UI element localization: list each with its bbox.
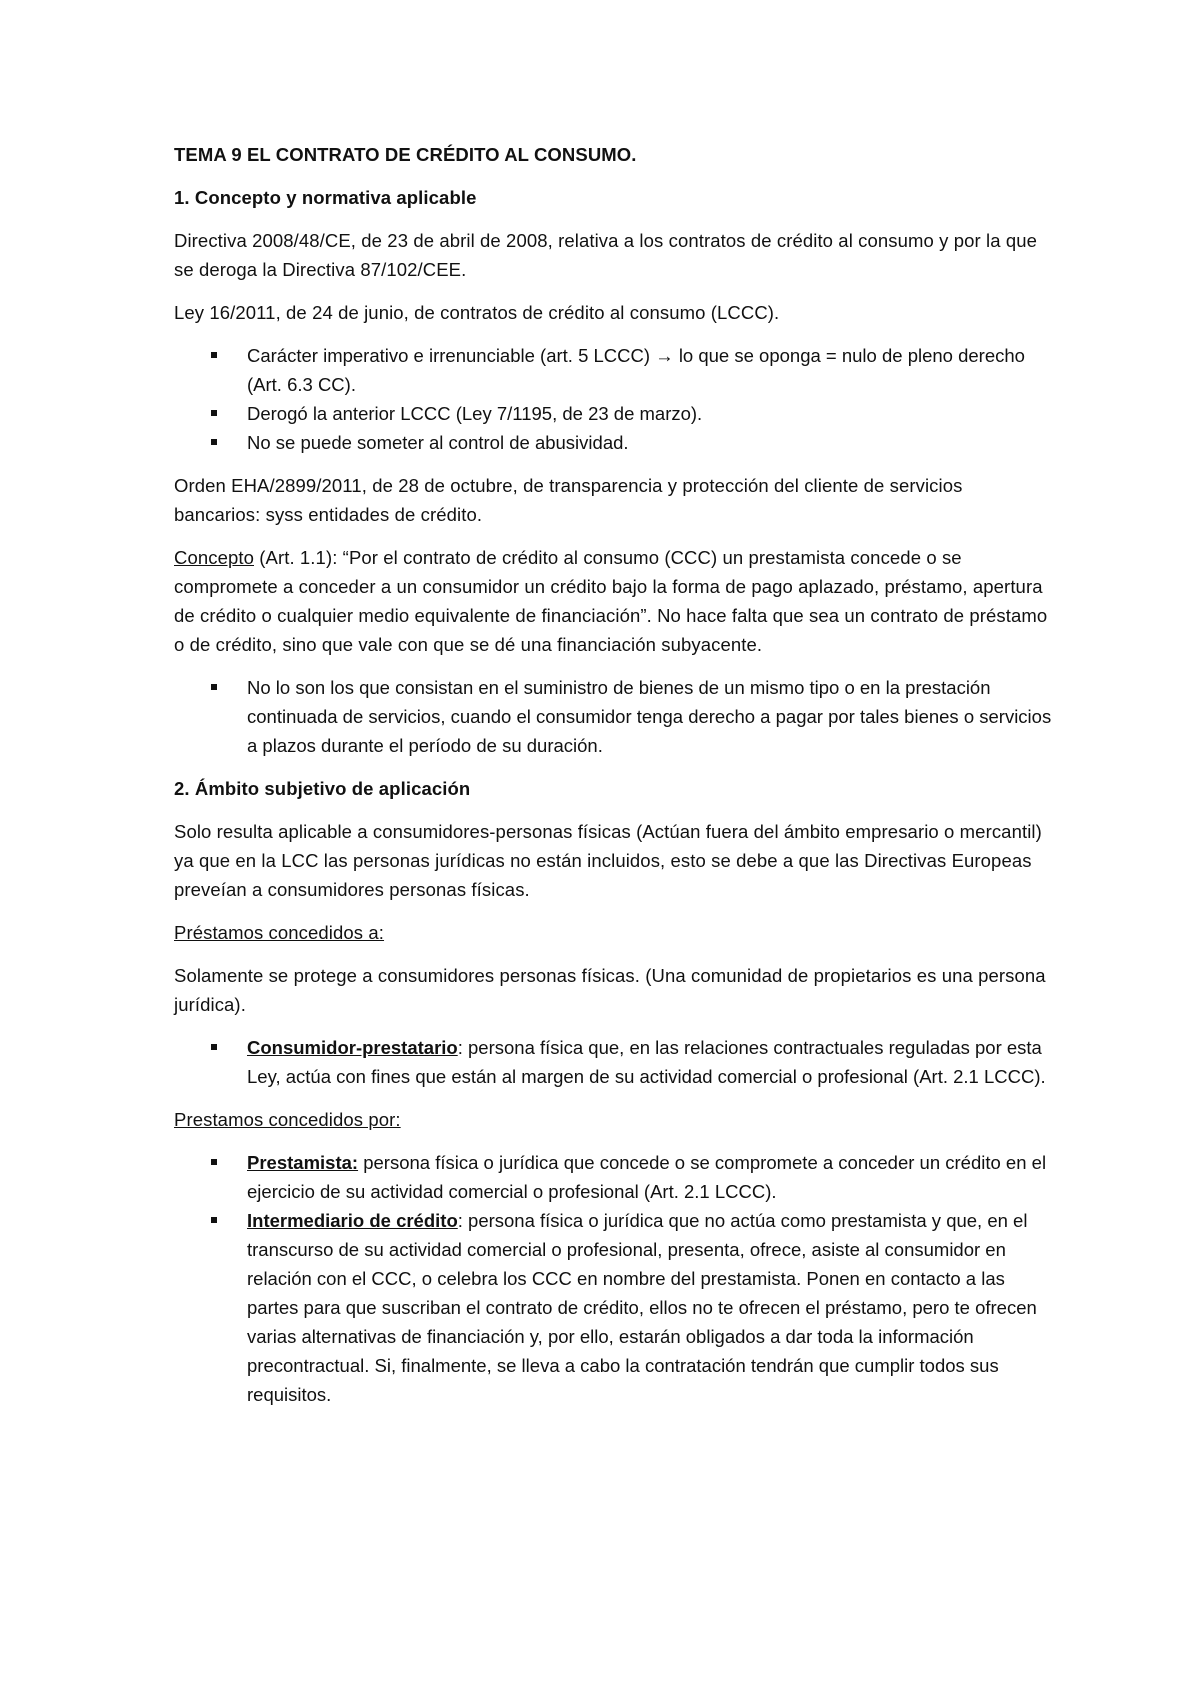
list-item-text: No lo son los que consistan en el suministro de bienes de un mismo tipo o en la prestación continuada de servicios, cuando el consumidor tenga derecho a pagar por tales bienes o servicios a plazos durante el período de su duración.	[247, 677, 1052, 756]
document-title: TEMA 9 EL CONTRATO DE CRÉDITO AL CONSUMO.	[174, 144, 637, 165]
consumidor-label: Consumidor-prestatario	[247, 1037, 458, 1058]
intermediario-label: Intermediario de crédito	[247, 1210, 458, 1231]
list-item-text: No se puede someter al control de abusividad.	[247, 432, 629, 453]
bullet-list-consumidor	[174, 1033, 1054, 1091]
bullet-icon	[211, 684, 217, 690]
list-item	[174, 399, 1054, 428]
paragraph-orden: Orden EHA/2899/2011, de 28 de octubre, de transparencia y protección del cliente de servicios bancarios: syss entidades de crédito.	[174, 475, 963, 525]
paragraph-ambito: Solo resulta aplicable a consumidores-personas físicas (Actúan fuera del ámbito empresario o mercantil) ya que en la LCC las personas jurídicas no están incluidos, esto se debe a que las Directivas Europeas preveían a consumidores personas físicas.	[174, 821, 1042, 900]
prestamista-text: persona física o jurídica que concede o se compromete a conceder un crédito en el ejercicio de su actividad comercial o profesional (Art. 2.1 LCCC).	[247, 1152, 1047, 1202]
section-2-heading: 2. Ámbito subjetivo de aplicación	[174, 778, 471, 799]
paragraph-solamente: Solamente se protege a consumidores personas físicas. (Una comunidad de propietarios es una persona jurídica).	[174, 965, 1046, 1015]
bullet-icon	[211, 1044, 217, 1050]
list-item	[174, 1148, 1054, 1206]
bullet-icon	[211, 410, 217, 416]
bullet-icon	[211, 1217, 217, 1223]
list-item	[174, 673, 1054, 760]
bullet-icon	[211, 439, 217, 445]
concepto-label: Concepto	[174, 547, 254, 568]
bullet-list-prestamistas	[174, 1148, 1054, 1409]
list-item	[174, 428, 1054, 457]
concepto-text: (Art. 1.1): “Por el contrato de crédito al consumo (CCC) un prestamista concede o se compromete a conceder a un consumidor un crédito bajo la forma de pago aplazado, préstamo, apertura de crédito o cualquier medio equivalente de financiación”. No hace falta que sea un contrato de préstamo o de crédito, sino que vale con que se dé una financiación subyacente.	[174, 547, 1048, 655]
paragraph-directiva: Directiva 2008/48/CE, de 23 de abril de 2008, relativa a los contratos de crédito al consumo y por la que se deroga la Directiva 87/102/CEE.	[174, 230, 1038, 280]
list-item-text: Carácter imperativo e irrenunciable (art. 5 LCCC) → lo que se oponga = nulo de pleno derecho (Art. 6.3 CC).	[247, 345, 1025, 395]
section-1-heading: 1. Concepto y normativa aplicable	[174, 187, 477, 208]
prestamista-label: Prestamista:	[247, 1152, 359, 1173]
intermediario-text: : persona física o jurídica que no actúa como prestamista y que, en el transcurso de su actividad comercial o profesional, presenta, ofrece, asiste al consumidor en relación con el CCC, o celebra los CCC en nombre del prestamista. Ponen en contacto a las partes para que suscriban el contrato de crédito, ellos no te ofrecen el préstamo, pero te ofrecen varias alternativas de financiación y, por ello, estarán obligados a dar toda la información precontractual. Si, finalmente, se lleva a cabo la contratación tendrán que cumplir todos sus requisitos.	[247, 1210, 1037, 1405]
paragraph-ley: Ley 16/2011, de 24 de junio, de contratos de crédito al consumo (LCCC).	[174, 302, 780, 323]
paragraph-concepto	[174, 543, 1054, 659]
bullet-list-concepto	[174, 673, 1054, 760]
subheading-prestamos-a: Préstamos concedidos a:	[174, 922, 385, 943]
list-item	[174, 1206, 1054, 1409]
document-page	[174, 140, 1054, 1423]
list-item	[174, 341, 1054, 399]
list-item	[174, 1033, 1054, 1091]
consumidor-text: : persona física que, en las relaciones contractuales reguladas por esta Ley, actúa con fines que están al margen de su actividad comercial o profesional (Art. 2.1 LCCC).	[247, 1037, 1046, 1087]
bullet-list-ley	[174, 341, 1054, 457]
bullet-icon	[211, 1159, 217, 1165]
bullet-icon	[211, 352, 217, 358]
subheading-prestamos-por: Prestamos concedidos por:	[174, 1109, 401, 1130]
list-item-text: Derogó la anterior LCCC (Ley 7/1195, de 23 de marzo).	[247, 403, 703, 424]
